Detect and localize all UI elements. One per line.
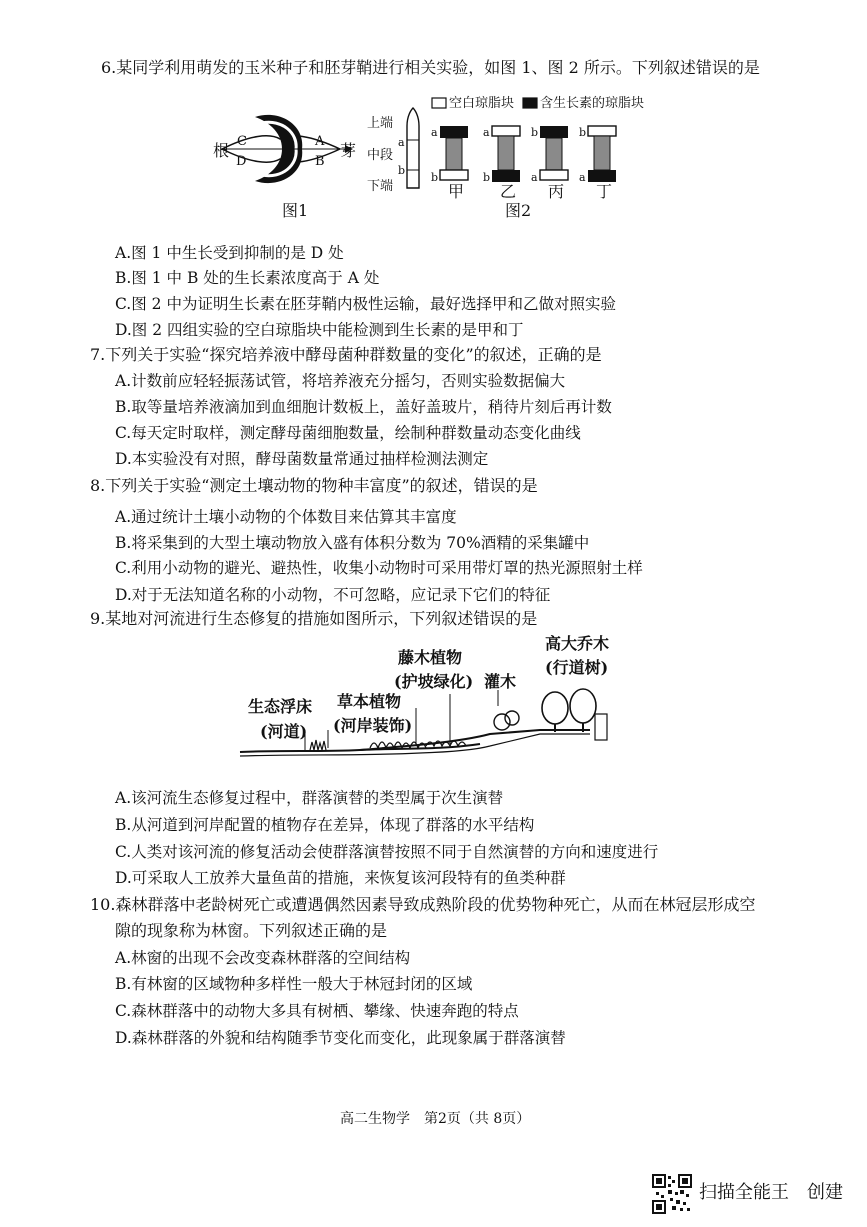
fig2-middle: 中段 bbox=[367, 148, 394, 163]
q8-option-b: B.将采集到的大型土壤动物放入盛有体积分数为 70%酒精的采集罐中 bbox=[115, 534, 590, 552]
fig2-group-jia bbox=[432, 124, 476, 182]
fig2-caption: 图2 bbox=[505, 201, 532, 220]
fig2-top-end: 上端 bbox=[367, 116, 394, 131]
fig1-root-label: 根 bbox=[213, 141, 230, 160]
q9-option-a: A.该河流生态修复过程中，群落演替的类型属于次生演替 bbox=[115, 789, 504, 807]
scanner-brand-text: 扫描全能王 创建 bbox=[699, 1182, 843, 1203]
q9-stem: 9.某地对河流进行生态修复的措施如图所示，下列叙述错误的是 bbox=[90, 609, 538, 628]
q7-option-c: C.每天定时取样，测定酵母菌细胞数量，绘制种群数量动态变化曲线 bbox=[115, 424, 581, 442]
fig2-bing-a: a bbox=[531, 171, 538, 184]
q9-river-figure bbox=[240, 660, 610, 770]
q7-option-b: B.取等量培养液滴加到血细胞计数板上，盖好盖玻片，稍待片刻后再计数 bbox=[115, 398, 612, 416]
fig9-herb-sub: (河岸装饰) bbox=[333, 716, 413, 735]
q6-option-d: D.图 2 四组实验的空白琼脂块中能检测到生长素的是甲和丁 bbox=[115, 321, 524, 339]
q7-option-a: A.计数前应轻轻振荡试管，将培养液充分摇匀，否则实验数据偏大 bbox=[115, 372, 566, 390]
q6-option-b: B.图 1 中 B 处的生长素浓度高于 A 处 bbox=[115, 269, 380, 287]
fig2-yi-b: b bbox=[483, 171, 491, 184]
q9-option-d: D.可采取人工放养大量鱼苗的措施，来恢复该河段特有的鱼类种群 bbox=[115, 869, 566, 887]
fig1-bud-label: 芽 bbox=[340, 141, 357, 160]
fig2-coleoptile-a: a bbox=[398, 136, 405, 149]
fig1-caption: 图1 bbox=[282, 201, 309, 220]
fig2-coleoptile-b: b bbox=[398, 164, 406, 177]
q8-stem: 8.下列关于实验“测定土壤动物的物种丰富度”的叙述，错误的是 bbox=[90, 476, 538, 495]
q9-option-b: B.从河道到河岸配置的植物存在差异，体现了群落的水平结构 bbox=[115, 816, 535, 834]
q10-option-c: C.森林群落中的动物大多具有树栖、攀缘、快速奔跑的特点 bbox=[115, 1002, 519, 1020]
fig2-group-label-jia: 甲 bbox=[448, 182, 465, 201]
fig9-vine-label: 藤木植物 bbox=[398, 648, 463, 667]
fig9-vine-sub: (护坡绿化) bbox=[394, 672, 474, 691]
fig9-tree-label: 高大乔木 bbox=[545, 634, 610, 653]
q8-option-a: A.通过统计土壤小动物的个体数目来估算其丰富度 bbox=[115, 508, 457, 526]
fig1-label-b: B bbox=[315, 154, 325, 169]
fig1-label-d: D bbox=[236, 154, 247, 169]
fig1-label-a: A bbox=[315, 134, 325, 149]
q8-option-d: D.对于无法知道名称的小动物，不可忽略，应记录下它们的特征 bbox=[115, 586, 551, 604]
fig9-tree-sub: (行道树) bbox=[545, 658, 609, 677]
fig2-bottom-end: 下端 bbox=[367, 179, 394, 194]
fig2-legend-auxin: 含生长素的琼脂块 bbox=[540, 96, 645, 111]
fig9-herb-label: 草本植物 bbox=[337, 692, 402, 711]
fig2-legend-blank: 空白琼脂块 bbox=[449, 96, 515, 111]
q7-option-d: D.本实验没有对照，酵母菌数量常通过抽样检测法测定 bbox=[115, 450, 489, 468]
fig2-legend-auxin-swatch bbox=[522, 97, 538, 109]
q9-option-c: C.人类对该河流的修复活动会使群落演替按照不同于自然演替的方向和速度进行 bbox=[115, 843, 659, 861]
fig2-yi-a: a bbox=[483, 126, 490, 139]
q10-stem-line2: 隙的现象称为林窗。下列叙述正确的是 bbox=[115, 921, 388, 940]
fig2-group-bing bbox=[532, 124, 576, 182]
fig2-ding-a: a bbox=[579, 171, 586, 184]
page-footer: 高二生物学 第2页（共 8页） bbox=[340, 1111, 531, 1127]
q10-option-d: D.森林群落的外貌和结构随季节变化而变化，此现象属于群落演替 bbox=[115, 1029, 566, 1047]
q10-option-b: B.有林窗的区域物种多样性一般大于林冠封闭的区域 bbox=[115, 975, 473, 993]
fig2-legend-blank-swatch bbox=[431, 97, 447, 109]
fig2-ding-b: b bbox=[579, 126, 587, 139]
fig9-shrub-label: 灌木 bbox=[484, 672, 517, 691]
q6-option-c: C.图 2 中为证明生长素在胚芽鞘内极性运输，最好选择甲和乙做对照实验 bbox=[115, 295, 616, 313]
fig9-floatbed-label: 生态浮床 bbox=[248, 697, 313, 716]
q7-stem: 7.下列关于实验“探究培养液中酵母菌种群数量的变化”的叙述，正确的是 bbox=[90, 345, 602, 364]
fig2-jia-a: a bbox=[431, 126, 438, 139]
q10-stem-line1: 10.森林群落中老龄树死亡或遭遇偶然因素导致成熟阶段的优势物种死亡，从而在林冠层形成空 bbox=[90, 895, 756, 914]
fig2-group-label-ding: 丁 bbox=[596, 182, 613, 201]
fig2-group-label-yi: 乙 bbox=[500, 182, 517, 201]
fig2-group-label-bing: 丙 bbox=[548, 182, 565, 201]
fig1-label-c: C bbox=[237, 134, 247, 149]
fig2-group-ding bbox=[580, 124, 624, 182]
qr-code-icon bbox=[652, 1174, 692, 1214]
q6-figure1 bbox=[210, 105, 360, 195]
q6-stem: 6.某同学利用萌发的玉米种子和胚芽鞘进行相关实验，如图 1、图 2 所示。下列叙述错误的是 bbox=[101, 58, 760, 77]
fig2-bing-b: b bbox=[531, 126, 539, 139]
q8-option-c: C.利用小动物的避光、避热性，收集小动物时可采用带灯罩的热光源照射土样 bbox=[115, 559, 643, 577]
fig9-floatbed-sub: (河道) bbox=[260, 722, 308, 741]
fig2-jia-b: b bbox=[431, 171, 439, 184]
fig2-group-yi bbox=[484, 124, 528, 182]
q10-option-a: A.林窗的出现不会改变森林群落的空间结构 bbox=[115, 949, 411, 967]
q6-option-a: A.图 1 中生长受到抑制的是 D 处 bbox=[115, 244, 344, 262]
